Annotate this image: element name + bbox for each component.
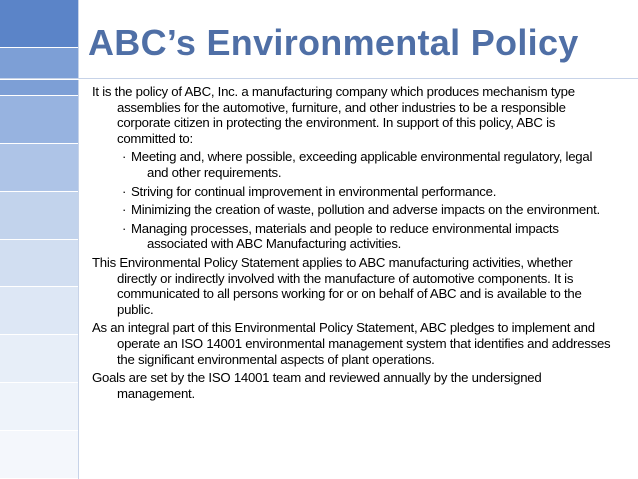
side-block xyxy=(0,287,78,335)
side-block xyxy=(0,335,78,383)
bullet-icon: · xyxy=(122,183,127,199)
slide-body xyxy=(92,84,612,404)
decorative-side-column xyxy=(0,0,78,479)
side-block xyxy=(0,144,78,192)
iso-paragraph: As an integral part of this Environmental Policy Statement, ABC pledges to implement and operate an ISO 14001 environmental management system that identifies and addresses the significant environmental aspects of plant operations. xyxy=(92,320,611,367)
commitment-item xyxy=(122,221,612,252)
commitment-text: Meeting and, where possible, exceeding applicable environmental regulatory, legal and other requirements. xyxy=(131,149,593,180)
side-block xyxy=(0,240,78,288)
commitment-item xyxy=(122,202,612,218)
commitment-text: Managing processes, materials and people to reduce environmental impacts associated with ABC Manufacturing activities. xyxy=(131,220,559,252)
goals-paragraph: Goals are set by the ISO 14001 team and reviewed annually by the undersigned management. xyxy=(92,370,542,401)
statement-paragraph: This Environmental Policy Statement applies to ABC manufacturing activities, whether directly or indirectly involved with the manufacture of automotive components. It is communicated to all persons working for or on behalf of ABC and is available to the public. xyxy=(92,254,582,317)
side-block xyxy=(0,431,78,479)
bullet-icon: · xyxy=(122,149,127,165)
horizontal-divider-highlight xyxy=(0,79,638,80)
commitment-item xyxy=(122,149,612,180)
bullet-icon: · xyxy=(122,220,127,236)
commitment-text: Striving for continual improvement in environmental performance. xyxy=(131,183,497,199)
vertical-divider xyxy=(78,0,79,479)
commitment-item xyxy=(122,184,612,200)
commitment-text: Minimizing the creation of waste, pollution and adverse impacts on the environment. xyxy=(131,202,600,218)
intro-paragraph: It is the policy of ABC, Inc. a manufacturing company which produces mechanism type assemblies for the automotive, furniture, and other industries to be a responsible corporate citizen in protecting the environment. In support of this policy, ABC is committed to: xyxy=(92,84,575,146)
side-block xyxy=(0,0,78,48)
side-block xyxy=(0,96,78,144)
bullet-icon: · xyxy=(122,202,127,218)
side-block xyxy=(0,383,78,431)
side-block xyxy=(0,48,78,96)
slide-title: ABC’s Environmental Policy xyxy=(88,22,579,63)
side-block xyxy=(0,192,78,240)
